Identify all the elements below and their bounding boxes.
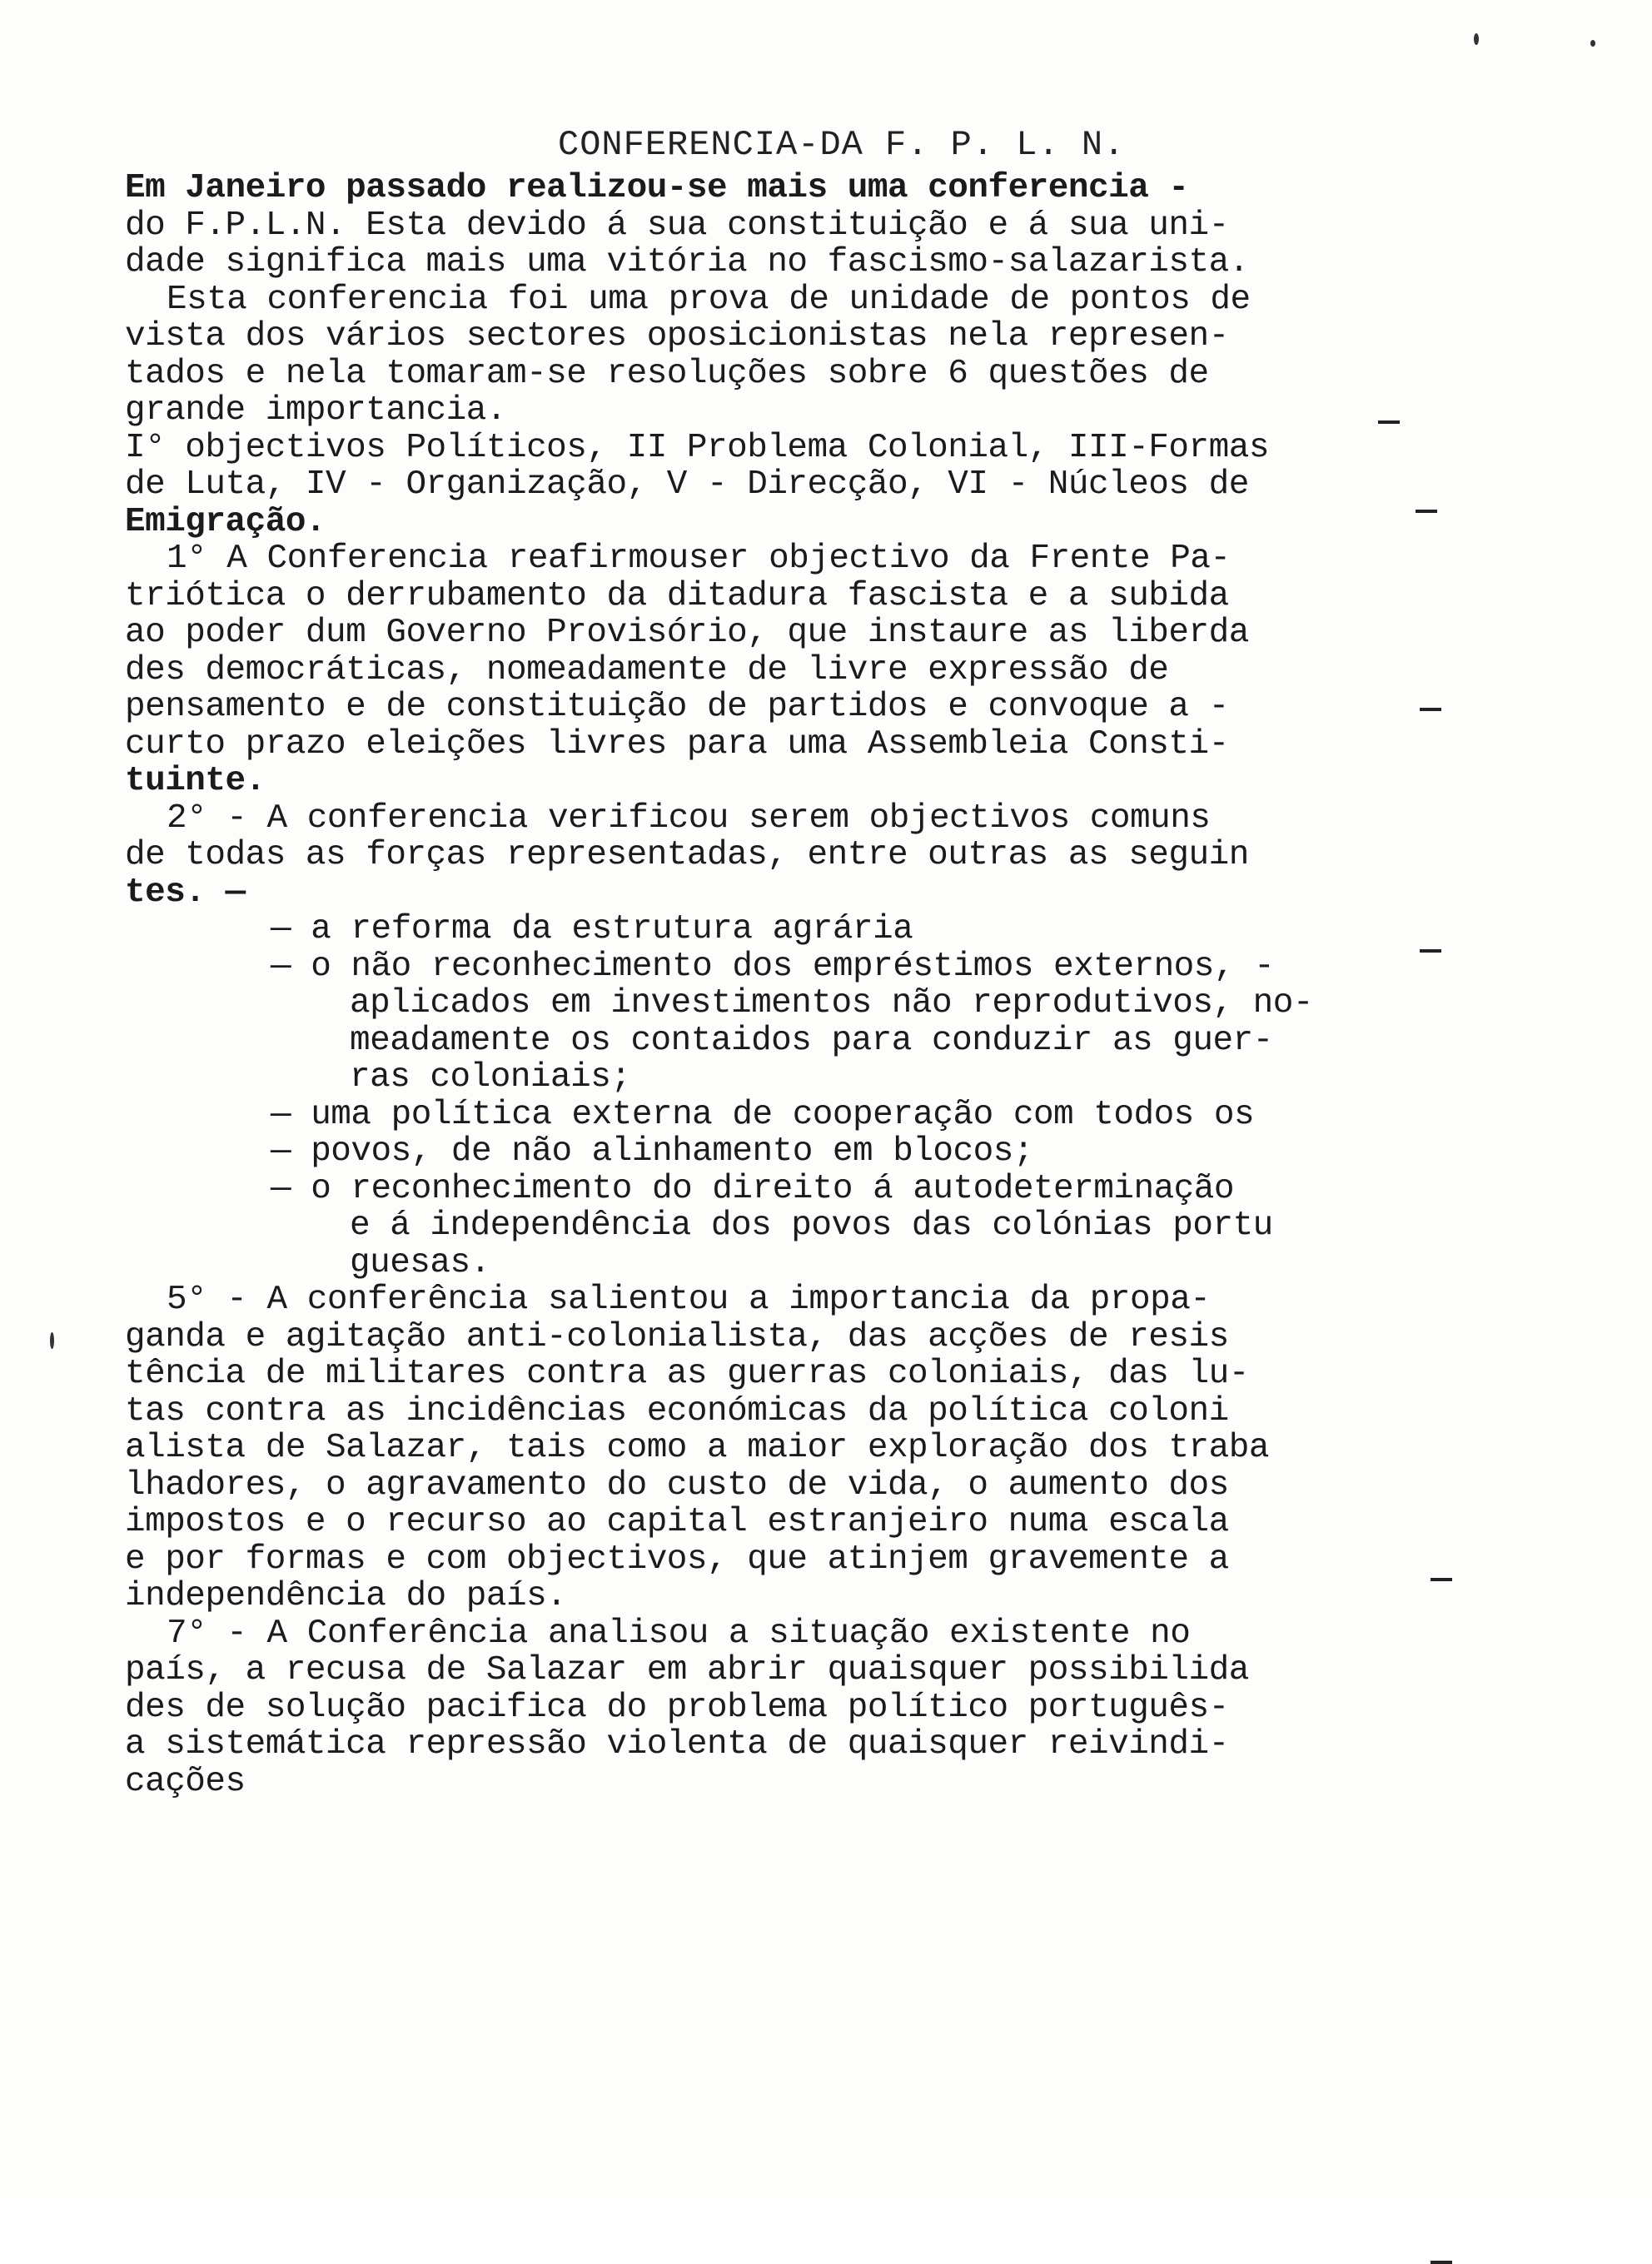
text-line: des de solução pacifica do problema político português- (125, 1688, 1229, 1727)
text-line: 1° A Conferencia reafirmouser objectivo da Frente Pa- (167, 540, 1231, 578)
margin-mark (1420, 708, 1441, 711)
text-line: e por formas e com objectivos, que atinjem gravemente a (125, 1540, 1229, 1579)
margin-mark (1420, 949, 1441, 953)
text-line: 5° - A conferência salientou a importancia da propa- (167, 1281, 1211, 1319)
text-line: independência do país. (125, 1577, 567, 1615)
text-line: ras coloniais; (350, 1058, 631, 1097)
text-line: Emigração. (125, 502, 326, 541)
margin-mark (1431, 1578, 1452, 1581)
text-line: — o não reconhecimento dos empréstimos externos, - (271, 947, 1275, 986)
scan-speck (1590, 40, 1595, 47)
document-text (125, 170, 1490, 1800)
text-line: 7° - A Conferência analisou a situação existente no (167, 1614, 1191, 1653)
scan-speck (1474, 33, 1479, 45)
text-line: e á independência dos povos das colónias portu (350, 1207, 1273, 1245)
text-line: tados e nela tomaram-se resoluções sobre 6 questões de (125, 354, 1209, 393)
document-body (125, 125, 1490, 1800)
text-line: triótica o derrubamento da ditadura fascista e a subida (125, 576, 1229, 615)
text-line: cações (125, 1762, 246, 1801)
text-line: de todas as forças representadas, entre outras as seguin (125, 836, 1249, 874)
text-line: dade significa mais uma vitória no fascismo-salazarista. (125, 243, 1249, 281)
text-line: de Luta, IV - Organização, V - Direcção, VI - Núcleos de (125, 465, 1249, 504)
margin-mark (1416, 510, 1437, 513)
text-line: aplicados em investimentos não reprodutivos, no- (350, 984, 1313, 1023)
text-line: meadamente os contaidos para conduzir as guer- (350, 1021, 1273, 1060)
text-line: ao poder dum Governo Provisório, que instaure as liberda (125, 614, 1249, 652)
text-line: curto prazo eleições livres para uma Assembleia Consti- (125, 724, 1229, 764)
text-line: des democráticas, nomeadamente de livre expressão de (125, 650, 1169, 689)
scan-speck (50, 1332, 54, 1349)
text-line: país, a recusa de Salazar em abrir quaisquer possibilida (125, 1651, 1249, 1689)
text-line: tência de militares contra as guerras coloniais, das lu- (125, 1355, 1249, 1393)
margin-mark (1431, 2261, 1452, 2264)
text-line: pensamento e de constituição de partidos e convoque a - (125, 688, 1229, 726)
text-line: impostos e o recurso ao capital estranjeiro numa escala (125, 1503, 1229, 1541)
text-line: tas contra as incidências económicas da política coloni (125, 1391, 1229, 1431)
document-title: CONFERENCIA-DA F. P. L. N. (558, 125, 1126, 165)
text-line: tuinte. (125, 762, 266, 800)
text-line: grande importancia. (125, 391, 506, 430)
text-line: a sistemática repressão violenta de quaisquer reivindi- (125, 1725, 1229, 1764)
text-line: — o reconhecimento do direito á autodeterminação (271, 1169, 1234, 1208)
text-line: — uma política externa de cooperação com todos os (271, 1095, 1255, 1134)
text-line: do F.P.L.N. Esta devido á sua constituição e á sua uni- (125, 206, 1229, 245)
text-line: ganda e agitação anti-colonialista, das acções de resis (125, 1317, 1229, 1356)
text-line: alista de Salazar, tais como a maior exploração dos traba (125, 1429, 1269, 1467)
text-line: — povos, de não alinhamento em blocos; (271, 1132, 1033, 1171)
text-line: vista dos vários sectores oposicionistas nela represen- (125, 317, 1229, 356)
text-line: lhadores, o agravamento do custo de vida, o aumento dos (125, 1465, 1229, 1505)
text-line: I° objectivos Políticos, II Problema Colonial, III-Formas (125, 428, 1269, 467)
text-line: guesas. (350, 1243, 490, 1282)
margin-mark (1378, 420, 1400, 424)
text-line: tes. — (125, 873, 246, 912)
text-line: — a reforma da estrutura agrária (271, 910, 913, 948)
text-line: Esta conferencia foi uma prova de unidade de pontos de (167, 280, 1251, 319)
text-line: 2° - A conferencia verificou serem objectivos comuns (167, 799, 1211, 838)
text-line: Em Janeiro passado realizou-se mais uma conferencia - (125, 169, 1189, 207)
